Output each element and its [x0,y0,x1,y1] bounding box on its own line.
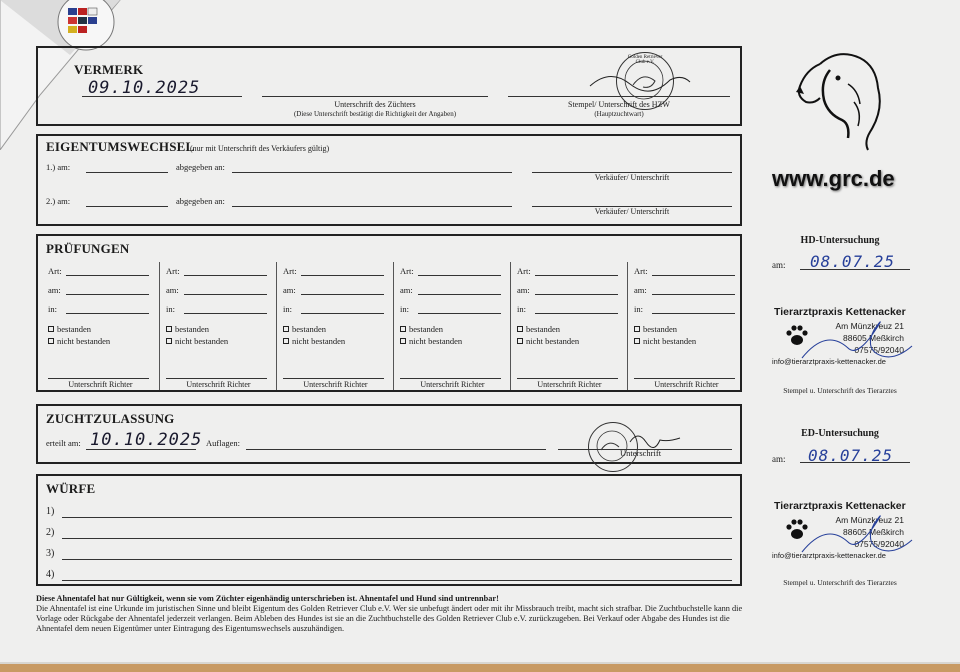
wurf-2-field[interactable] [62,538,732,539]
owner1-recipient-field[interactable] [232,172,512,173]
club-stamp: Golden Retriever Club e.V. [616,52,674,110]
exam-in-field[interactable] [418,313,501,314]
footer-body: Die Ahnentafel ist eine Urkunde im juristischen Sinne und bleibt Eigentum des Golden Retriever Club e.V. Wer sie unbefugt ändert oder mit ihr Missbrauch treibt, macht sich strafbar. Die Zuchtbuchstelle kann die Vorlage oder Rückgabe der Ahnentafel jederzeit verlangen. Beim Ableben des Hundes ist sie an die Zuchtbuchstelle des Golden Retriever Club e.V. zurückzugeben. Bei Verkauf oder Abgabe des Hundes ist die Ahnentafel dem neuen Eigentümer unter Eintragung des Eigentumswechsels auszuhändigen. [36,604,743,633]
exam-in-field[interactable] [652,313,735,314]
exam-judge-signature: Unterschrift Richter [537,380,602,389]
exam-failed-checkbox[interactable]: nicht bestanden [166,336,228,346]
auflagen-field[interactable] [246,449,546,450]
vet-stamp-hd: Tierarztpraxis Kettenacker Am Münzkreuz 21 88605 Meßkirch 07575/92040 info@tierarztpraxis-kettenacker.de [768,306,918,380]
owner2-recipient-field[interactable] [232,206,512,207]
exam-in-field[interactable] [301,313,384,314]
hzw-signature [586,66,696,96]
pedigree-back-page: VERMERK 09.10.2025 Unterschrift des Züchters (Diese Unterschrift bestätigt die Richtigkeit der Angaben) Stempel/ Unterschrift des HZW (Hauptzuchtwart) Golden Retriever Club e.V. EIGENTUMSWECHSEL (nur mit Unterschrift des Verkäufers gültig) 1.) am: abgegeben an: Verkäufer/ Unterschrift 2.) am: abgegeben an: Verkäufer/ Unterschrift PRÜFUNGEN Art: am: in: bestanden nicht bestanden Unterschrift Richter Art: am: in: bestanden nicht bestanden Unterschrift Richter Art: am: in: bestanden nicht bestanden Unterschrift Richter Art: am: in: bestanden nicht bestanden Unterschrift Richter Art: am: in: bestanden nicht bestanden Unterschrift Richter Art: am: in: bestanden nicht bestanden Unterschrift Richter ZUCHTZULASSUNG erteilt am: 10.10.2025 Auflagen: Unterschrift WÜRFE 1) 2) 3) 4) Diese Ahnentafel hat nur Gültigkeit, wenn sie vom Züchter eigenhändig unterschrieben ist. Ahnentafel und Hund sind untrennbar! Die Ahnentafel ist eine Urkunde im juristischen Sinne und bleibt Eigentum des Golden Retriever Club e.V. Wer sie unbefugt ändert oder mit ihr Missbrauch treibt, macht sich strafbar. Die Zuchtbuchstelle kann die Vorlage oder Rückgabe der Ahnentafel jederzeit verlangen. Beim Ableben des Hundes ist sie an die Zuchtbuchstelle des Golden Retriever Club e.V. zurückzugeben. Bei Verkauf oder Abgabe des Hundes ist die Ahnentafel dem neuen Eigentümer unter Eintragung des Eigentumswechsels auszuhändigen. www.grc.de HD-Untersuchung am: 08.07.25 Tierarztpraxis Kettenacker Am Münzkreuz 21 88605 Meßkirch 07575/92040 info@tierarztpraxis-kettenacker.de Stempel u. Unterschrift des Tierarztes ED-Untersuchung am: 08.07.25 Tierarztpraxis Kettenacker Am Münzkreuz 21 88605 Meßkirch 07575/92040 info@tierarztpraxis-kettenacker.de Stempel u. Unterschrift des Tierarztes [0,0,960,664]
eigentum-title: EIGENTUMSWECHSEL [46,139,195,154]
exam-column: Art: am: in: bestanden nicht bestanden Unterschrift Richter [159,262,276,390]
zucht-title: ZUCHTZULASSUNG [46,411,175,426]
exam-am-field[interactable] [184,294,267,295]
wuerfe-title: WÜRFE [46,481,96,496]
exam-art-field[interactable] [301,275,384,276]
exam-passed-checkbox[interactable]: bestanden [400,324,443,334]
wurf-4-field[interactable] [62,580,732,581]
vermerk-title: VERMERK [74,62,144,77]
exam-passed-checkbox[interactable]: bestanden [634,324,677,334]
exam-passed-checkbox[interactable]: bestanden [517,324,560,334]
wuerfe-section: WÜRFE 1) 2) 3) 4) [36,474,742,586]
exam-passed-checkbox[interactable]: bestanden [283,324,326,334]
exam-column: Art: am: in: bestanden nicht bestanden Unterschrift Richter [276,262,393,390]
exam-am-field[interactable] [652,294,735,295]
exam-am-field[interactable] [535,294,618,295]
exam-column: Art: am: in: bestanden nicht bestanden Unterschrift Richter [627,262,744,390]
owner2-date-field[interactable] [86,206,168,207]
exam-am-field[interactable] [301,294,384,295]
pruefungen-title: PRÜFUNGEN [46,241,130,256]
exam-art-field[interactable] [535,275,618,276]
vet-signature-hd [798,312,918,372]
sig-zuechter-label: Unterschrift des Züchters [334,100,416,109]
sig-zuechter-note: (Diese Unterschrift bestätigt die Richtigkeit der Angaben) [293,110,457,118]
zucht-signature [628,430,688,450]
owner1-date-field[interactable] [86,172,168,173]
website-url[interactable]: www.grc.de [772,166,895,191]
vermerk-date: 09.10.2025 [88,78,201,98]
footer-text [36,594,748,634]
exam-column: Art: am: in: bestanden nicht bestanden Unterschrift Richter [393,262,510,390]
wurf-1-field[interactable] [62,517,732,518]
eigentum-note: (nur mit Unterschrift des Verkäufers gültig) [190,144,330,153]
vet-stamp-ed: Tierarztpraxis Kettenacker Am Münzkreuz 21 88605 Meßkirch 07575/92040 info@tierarztpraxis-kettenacker.de [768,500,918,574]
retriever-logo [790,44,890,154]
exam-judge-signature: Unterschrift Richter [186,380,251,389]
exam-in-field[interactable] [184,313,267,314]
exam-failed-checkbox[interactable]: nicht bestanden [400,336,462,346]
wurf-3-field[interactable] [62,559,732,560]
exam-failed-checkbox[interactable]: nicht bestanden [517,336,579,346]
zuchtzulassung-section: ZUCHTZULASSUNG erteilt am: 10.10.2025 Auflagen: Unterschrift [36,404,742,464]
sig-hzw-note: (Hauptzuchtwart) [594,110,644,118]
exam-judge-signature: Unterschrift Richter [68,380,133,389]
exam-failed-checkbox[interactable]: nicht bestanden [634,336,696,346]
zucht-date: 10.10.2025 [90,430,203,450]
footer-bold: Diese Ahnentafel hat nur Gültigkeit, wenn sie vom Züchter eigenhändig unterschrieben ist. Ahnentafel und Hund sind untrennbar! [36,594,499,603]
exam-art-field[interactable] [418,275,501,276]
exam-am-field[interactable] [66,294,149,295]
exam-judge-signature: Unterschrift Richter [303,380,368,389]
exam-judge-signature: Unterschrift Richter [420,380,485,389]
exam-failed-checkbox[interactable]: nicht bestanden [283,336,345,346]
exam-art-field[interactable] [184,275,267,276]
exam-column: Art: am: in: bestanden nicht bestanden Unterschrift Richter [510,262,627,390]
hd-date: 08.07.25 [810,252,896,271]
exam-column: Art: am: in: bestanden nicht bestanden Unterschrift Richter [42,262,159,390]
ed-title: ED-Untersuchung [801,428,879,439]
vet-signature-ed [798,506,918,566]
exam-passed-checkbox[interactable]: bestanden [166,324,209,334]
exam-art-field[interactable] [652,275,735,276]
stamp-label-ed: Stempel u. Unterschrift des Tierarztes [783,578,897,587]
sig-hzw-label: Stempel/ Unterschrift des HZW [568,100,670,109]
eigentumswechsel-section: EIGENTUMSWECHSEL (nur mit Unterschrift des Verkäufers gültig) 1.) am: abgegeben an: Verkäufer/ Unterschrift 2.) am: abgegeben an: Verkäufer/ Unterschrift [36,134,742,226]
exam-passed-checkbox[interactable]: bestanden [48,324,91,334]
hd-title: HD-Untersuchung [800,235,880,246]
ed-date: 08.07.25 [808,446,894,465]
exam-in-field[interactable] [66,313,149,314]
pruefungen-section [36,234,742,392]
exam-in-field[interactable] [535,313,618,314]
exam-art-field[interactable] [66,275,149,276]
stamp-label-hd: Stempel u. Unterschrift des Tierarztes [783,386,897,395]
exam-failed-checkbox[interactable]: nicht bestanden [48,336,110,346]
exam-am-field[interactable] [418,294,501,295]
vermerk-section [36,46,742,126]
exam-judge-signature: Unterschrift Richter [654,380,719,389]
